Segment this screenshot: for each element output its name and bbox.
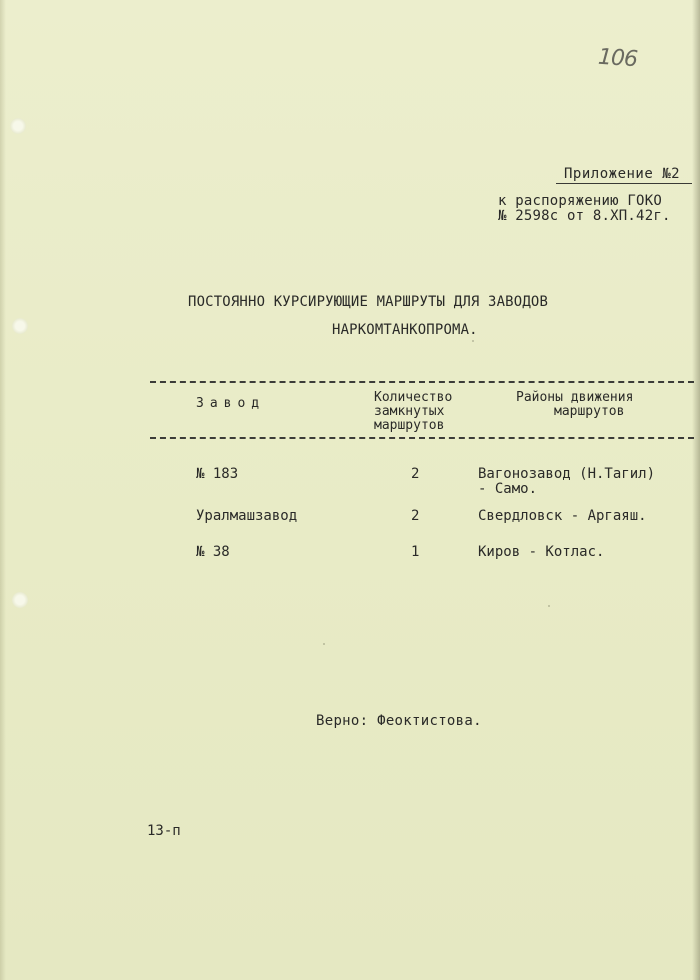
archive-page-number: 106 xyxy=(597,44,638,73)
table-header-rule xyxy=(150,437,694,439)
row-1-factory: № 183 xyxy=(196,466,239,482)
row-1-region-line-1: Вагонозавод (Н.Тагил) xyxy=(478,466,656,482)
left-edge-shadow xyxy=(0,0,6,980)
document-title xyxy=(188,288,591,344)
document-title-line-1: ПОСТОЯННО КУРСИРУЮЩИЕ МАРШРУТЫ ДЛЯ ЗАВОДОВ xyxy=(188,294,549,310)
footer-code: 13-п xyxy=(147,823,181,839)
row-2-count: 2 xyxy=(411,508,420,524)
row-1-region xyxy=(478,467,655,497)
row-2-region: Свердловск - Аргаяш. xyxy=(478,508,647,524)
row-3-count: 1 xyxy=(411,544,420,560)
header-route-count xyxy=(374,391,452,433)
attestation-signature: Верно: Феоктистова. xyxy=(316,713,482,729)
row-1-region-line-2: - Само. xyxy=(478,481,538,497)
header-route-count-line-1: Количество xyxy=(374,390,453,405)
header-regions xyxy=(516,391,633,419)
right-edge-shadow xyxy=(692,0,700,980)
header-route-count-line-2: замкнутых xyxy=(374,404,445,419)
paper-speck xyxy=(548,605,550,607)
paper-speck xyxy=(323,643,325,645)
punch-hole xyxy=(10,118,26,134)
appendix-reference-line-2: № 2598с от 8.ХП.42г. xyxy=(498,208,671,224)
appendix-underline xyxy=(556,183,692,184)
row-3-region: Киров - Котлас. xyxy=(478,544,605,560)
punch-hole xyxy=(12,592,28,608)
paper-speck xyxy=(472,340,474,342)
header-regions-line-2: маршрутов xyxy=(554,404,625,419)
appendix-reference-line-1: к распоряжению ГОКО xyxy=(498,193,662,209)
header-factory: Завод xyxy=(196,396,266,411)
document-title-line-2: НАРКОМТАНКОПРОМА. xyxy=(332,322,478,338)
row-3-factory: № 38 xyxy=(196,544,230,560)
header-route-count-line-3: маршрутов xyxy=(374,418,445,433)
header-regions-line-1: Районы движения xyxy=(516,390,634,405)
row-2-factory: Уралмашзавод xyxy=(196,508,298,524)
table-top-rule xyxy=(150,381,694,383)
appendix-title: Приложение №2 xyxy=(564,166,681,182)
row-1-count: 2 xyxy=(411,466,420,482)
punch-hole xyxy=(12,318,28,334)
appendix-reference xyxy=(498,194,671,224)
